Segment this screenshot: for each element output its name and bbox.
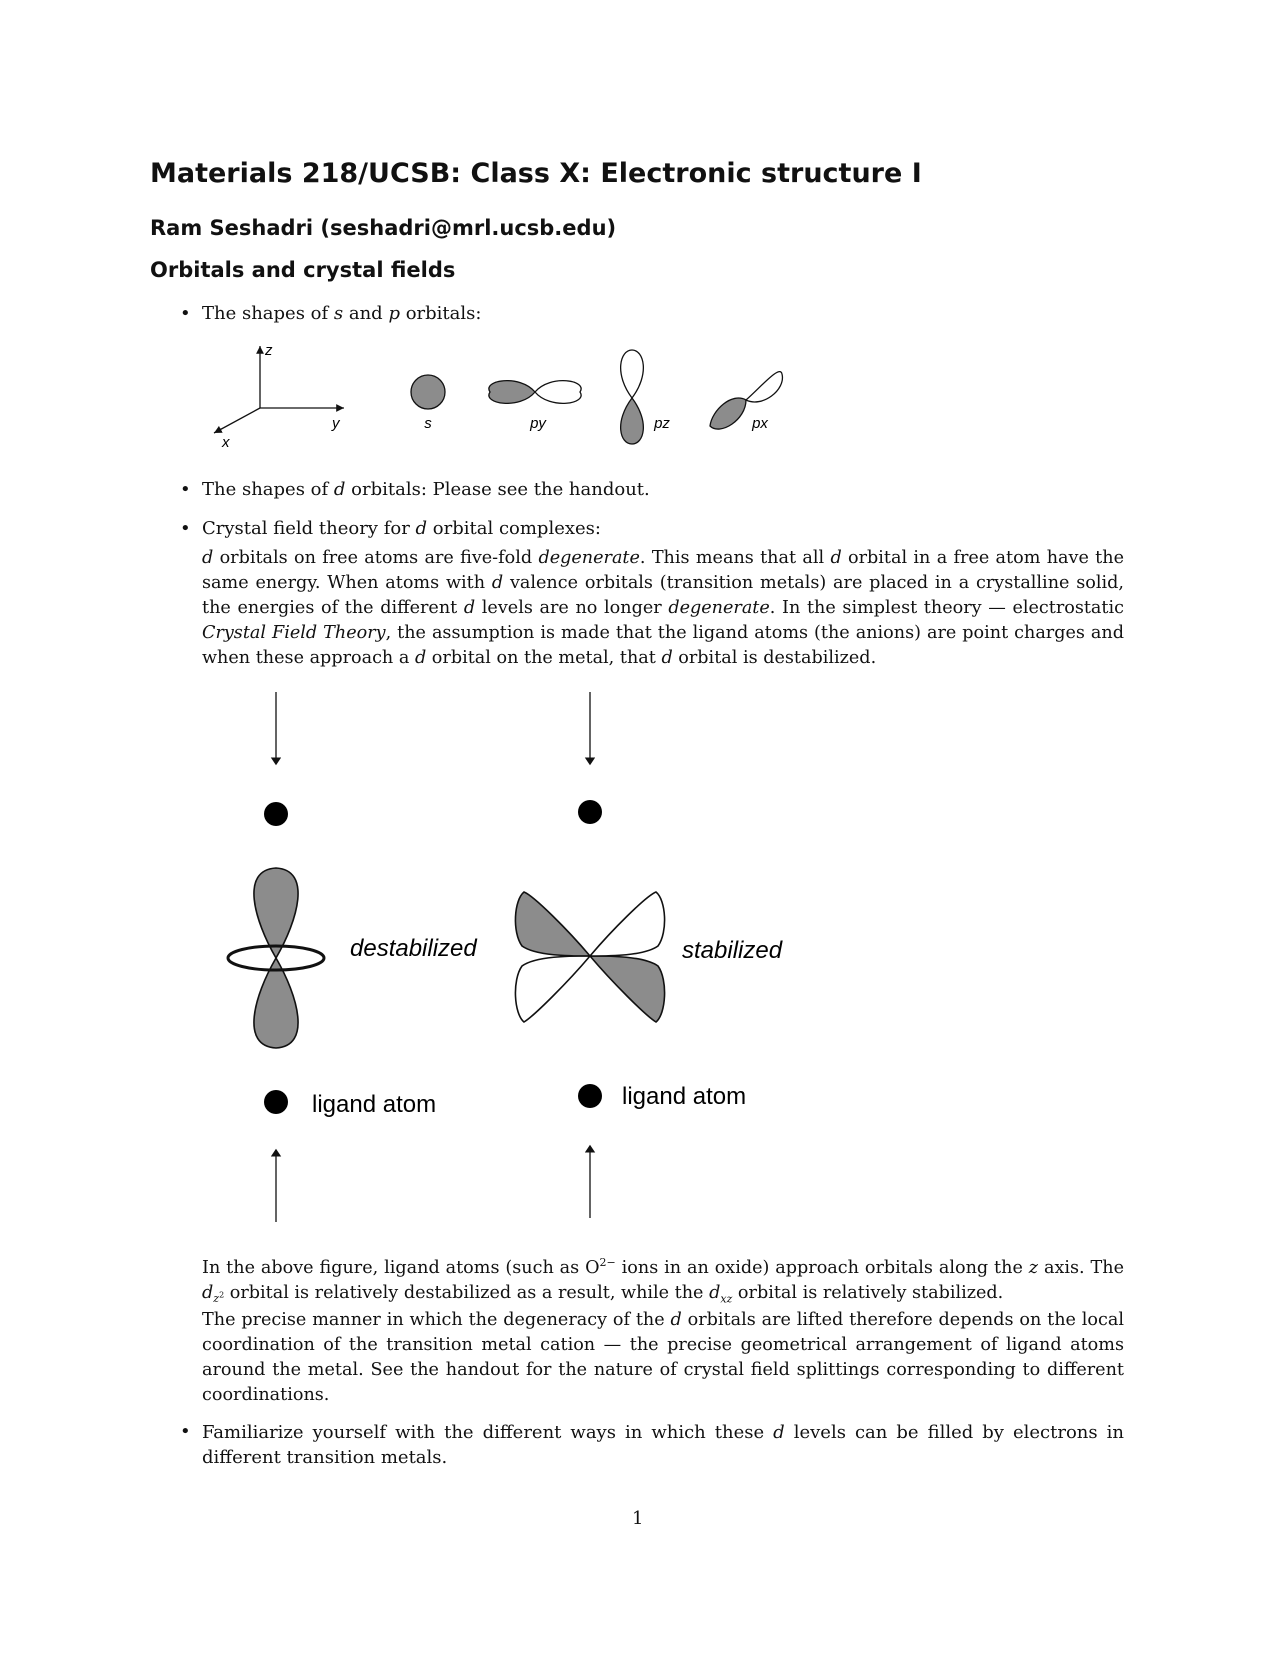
dz2-orbital-icon [228,868,324,1048]
page-title: Materials 218/UCSB: Class X: Electronic structure I [150,158,922,189]
pz-label: pz [654,415,670,432]
ligand-atom-label: ligand atom [312,1091,437,1118]
stabilized-label: stabilized [682,937,783,964]
page-number: 1 [632,1508,644,1529]
ligand-atom-icon [264,802,288,826]
author-line: Ram Seshadri (seshadri@mrl.ucsb.edu) [150,216,617,240]
ligand-atom-icon [578,800,602,824]
destabilized-label: destabilized [350,935,477,962]
ligand-atom-label: ligand atom [622,1083,747,1110]
degeneracy-paragraph: The precise manner in which the degeneracy of the d orbitals are lifted therefore depends on the local coordination of the transition metal cation — the precise geometrical arrangement of ligand atoms around the metal. See the handout for the nature of crystal field splittings corresponding to different coordinations. [202,1310,1124,1405]
px-label: px [752,415,768,432]
ligand-atom-icon [264,1090,288,1114]
s-label: s [424,415,432,432]
bullet-text: Crystal field theory for d orbital complexes: [202,518,601,539]
axis-x-label: x [222,434,230,451]
crystal-field-paragraph: d orbitals on free atoms are five-fold degenerate. This means that all d orbital in a free atom have the same energy. When atoms with d valence orbitals (transition metals) are placed in a crystalline solid, the energies of the different d levels are no longer degenerate. In the simplest theory — electrostatic Crystal Field Theory, the assumption is made that the ligand atoms (the anions) are point charges and when these approach a d orbital on the metal, that d orbital is destabilized. [202,548,1124,668]
bullet-text: The shapes of d orbitals: Please see the handout. [202,479,650,500]
figure-explanation-paragraph: In the above figure, ligand atoms (such as $O^{2-}$ ions in an oxide) approach orbitals along the z axis. The $d_{z^2}$ orbital is relatively destabilized as a result, while the $d_{xz}$ orbital is relatively stabilized. [202,1256,1124,1306]
bullet-text: The shapes of s and p orbitals: [202,303,482,324]
bullet-text: Familiarize yourself with the different ways in which these d levels can be filled by electrons in different transition metals. [202,1422,1124,1468]
section-heading: Orbitals and crystal fields [150,258,456,282]
axis-z-label: z [265,342,273,359]
ligand-atom-icon [578,1084,602,1108]
bullet-dot: • [180,479,191,500]
bullet-dot: • [180,518,191,539]
bullet-dot: • [180,1421,191,1442]
py-label: py [530,415,546,432]
axis-y-label: y [332,415,340,432]
dxz-orbital-icon [515,892,664,1022]
bullet-dot: • [180,303,191,324]
